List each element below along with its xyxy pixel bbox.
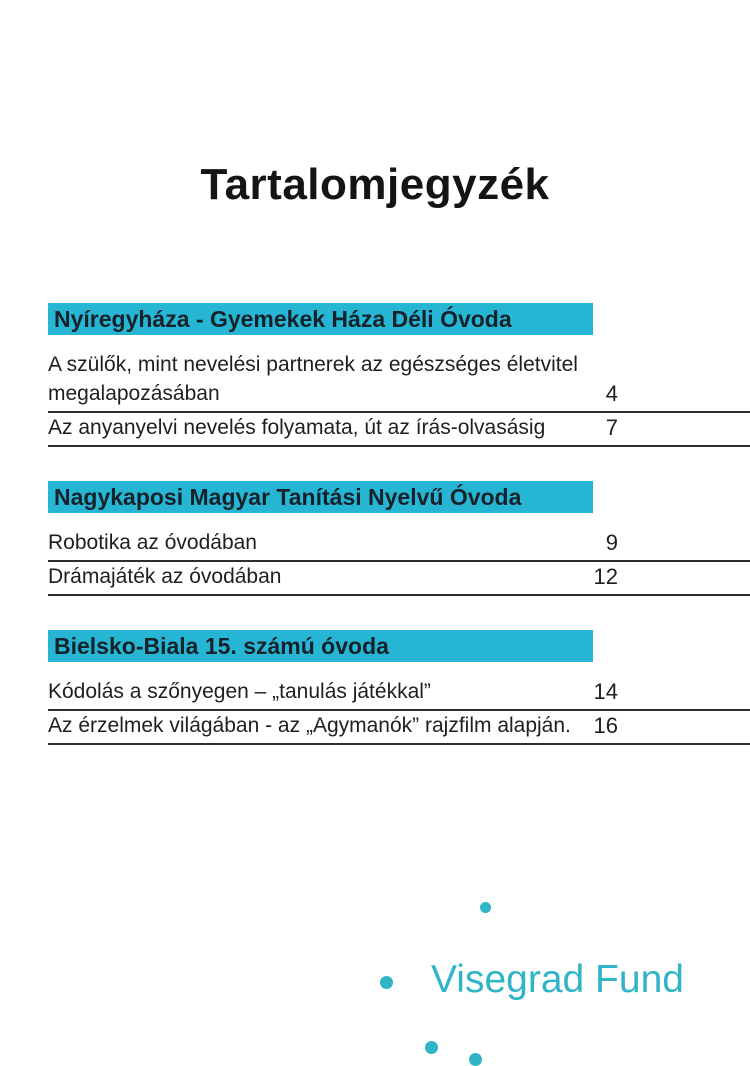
- entry-title: Robotika az óvodában: [48, 531, 257, 554]
- toc-section-nagykaposi: [48, 481, 750, 596]
- section-header: Nagykaposi Magyar Tanítási Nyelvű Óvoda: [48, 481, 593, 513]
- entry-title: Kódolás a szőnyegen – „tanulás játékkal”: [48, 680, 431, 703]
- entry-page-number: 16: [593, 713, 618, 738]
- toc-section-nyiregyhaza: [48, 303, 750, 447]
- entry-page-number: 9: [605, 530, 618, 555]
- toc-entry: [48, 413, 750, 447]
- logo-dot-icon: [425, 1041, 438, 1054]
- entry-page-number: 7: [605, 415, 618, 440]
- entry-title: Az anyanyelvi nevelés folyamata, út az írás-olvasásig: [48, 416, 546, 439]
- logo-dot-icon: [480, 902, 491, 913]
- toc-entry: [48, 350, 750, 413]
- entry-title: Az érzelmek világában - az „Agymanók” rajzfilm alapján.: [48, 714, 571, 737]
- section-header: Bielsko-Biala 15. számú óvoda: [48, 630, 593, 662]
- table-of-contents: [48, 303, 750, 779]
- entry-page-number: 12: [593, 564, 618, 589]
- section-header: Nyíregyháza - Gyemekek Háza Déli Óvoda: [48, 303, 593, 335]
- entry-title: A szülők, mint nevelési partnerek az egészséges életvitel megalapozásában: [48, 353, 578, 405]
- page-title: Tartalomjegyzék: [200, 160, 550, 209]
- entry-page-number: 4: [605, 381, 618, 406]
- toc-entry: [48, 677, 750, 711]
- toc-entry: [48, 711, 750, 745]
- entry-title: Drámajáték az óvodában: [48, 565, 282, 588]
- logo-dot-icon: [469, 1053, 482, 1066]
- toc-section-bielsko: [48, 630, 750, 745]
- entry-page-number: 14: [593, 679, 618, 704]
- logo-dot-icon: [380, 976, 393, 989]
- toc-entry: [48, 528, 750, 562]
- logo-wordmark: Visegrad Fund: [431, 958, 684, 1001]
- toc-entry: [48, 562, 750, 596]
